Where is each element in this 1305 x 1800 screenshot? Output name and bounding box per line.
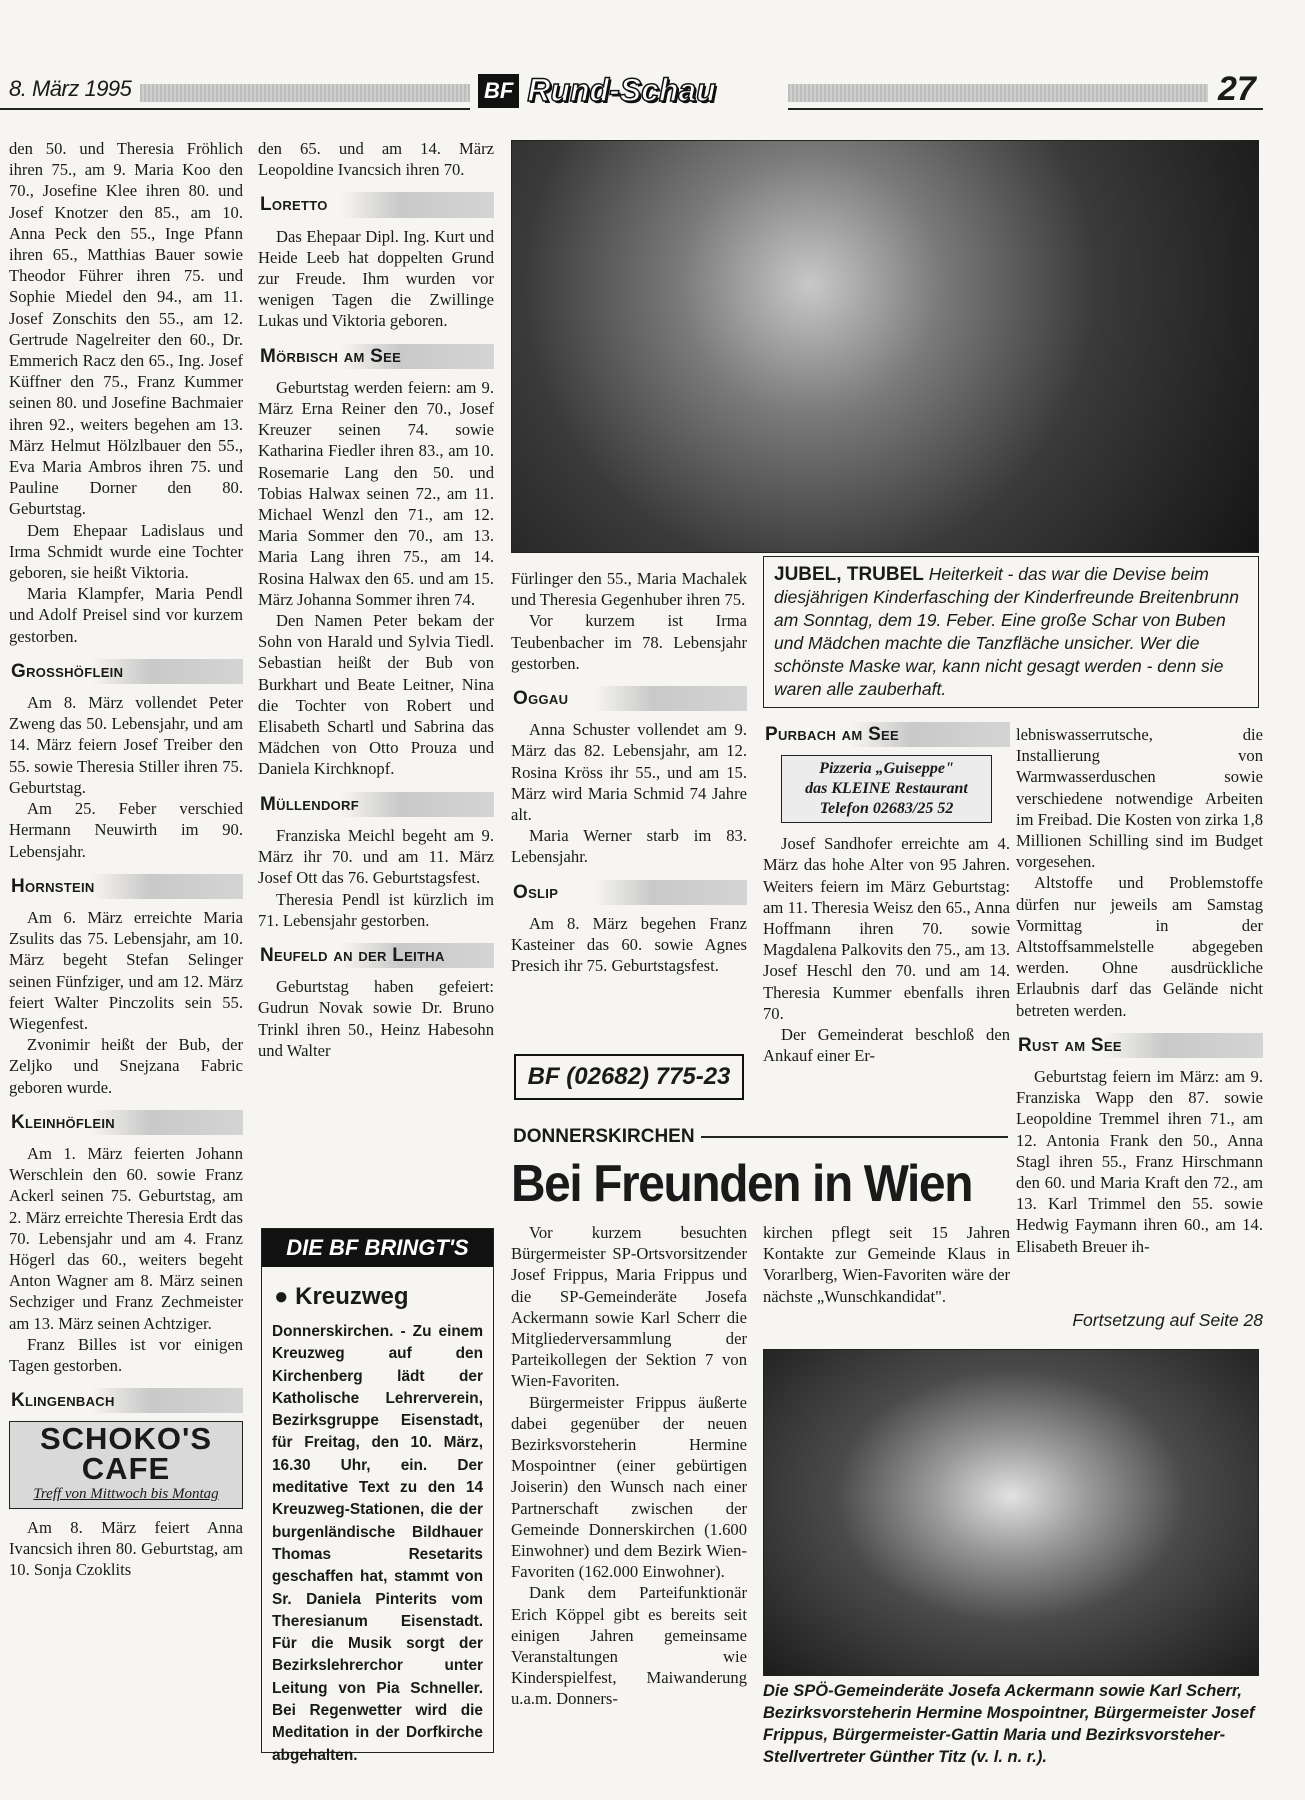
- paragraph: Am 1. März feierten Johann Werschlein den 60. sowie Franz Ackerl seinen 75. Geburtstag, am 2. März erreichte Theresia Erdt das 70. Lebensjahr und am 4. Franz Högerl das 60., weiters begeht Anton Wagner am 8. März seinen Sechziger und Franz Zechmeister am 13. März seinen Achtziger.: [9, 1143, 243, 1333]
- continued-note: Fortsetzung auf Seite 28: [1072, 1310, 1263, 1330]
- section-heading-oggau: Oggau: [511, 686, 747, 711]
- column-5: [1016, 724, 1263, 1257]
- caption-lead: JUBEL, TRUBEL: [774, 564, 924, 585]
- paragraph: Josef Sandhofer erreichte am 4. März das hohe Alter von 95 Jahren. Weiters feiern im März Geburtstag: am 11. Theresia Weisz den 65., Anna Hoffmann ihren 70. sowie Magdalena Palkovits den 75., am 13. Josef Heschl den 70. und am 14. Theresia Kummer ebenfalls ihren 70.: [763, 834, 1010, 1023]
- paragraph: Am 6. März erreichte Maria Zsulits das 75. Lebensjahr, am 10. März begeht Stefan Selinger seinen Fünfziger, und am 12. März feiert Walter Pinczolits sein 55. Wiegenfest.: [9, 907, 243, 1033]
- kicker-text: DONNERSKIRCHEN: [513, 1126, 695, 1147]
- section-heading-neufeld: Neufeld an der Leitha: [258, 943, 494, 968]
- section-heading-klingenbach: Klingenbach: [9, 1388, 243, 1413]
- section-heading-hornstein: Hornstein: [9, 874, 243, 899]
- caption-text: Heiterkeit - das war die Devise beim diesjährigen Kinderfasching der Kinderfreunde Breitenbrunn am Sonntag, dem 19. Feber. Eine große Schar von Buben und Mädchen machte die Tanzfläche unsicher. Wer die schönste Maske war, kann nicht gesagt werden - denn sie waren alle zauberhaft.: [774, 564, 1240, 699]
- paragraph: Dem Ehepaar Ladislaus und Irma Schmidt wurde eine Tochter geboren, sie heißt Viktoria.: [9, 520, 243, 583]
- box-body: Donnerskirchen. - Zu einem Kreuzweg auf den Kirchenberg lädt der Katholische Lehrerverein, Bezirksgruppe Eisenstadt, für Freitag, den 10. März, 16.30 Uhr, ein. Der meditative Text zu den 14 Kreuzweg-Stationen, die der burgenländische Bildhauer Thomas Resetarits geschaffen hat, stammt von Sr. Daniela Pinterits vom Theresianum Eisenstadt. Für die Musik sorgt der Bezirkslehrerchor unter Leitung von Pia Schneller. Bei Regenwetter wird die Meditation in der Dorfkirche abgehalten.: [272, 1323, 483, 1764]
- phone-box: BF (02682) 775-23: [514, 1054, 744, 1100]
- section-heading-oslip: Oslip: [511, 880, 747, 905]
- paragraph: Am 25. Feber verschied Hermann Neuwirth im 90. Lebensjahr.: [9, 799, 243, 861]
- paragraph: Vor kurzem besuchten Bürgermeister SP-Ortsvorsitzender Josef Frippus, Maria Frippus und die SP-Gemeinderäte Josefa Ackermann sowie Karl Scherr die Mitgliederversammlung der Parteikollegen der Sektion 7 von Wien-Favoriten.: [511, 1223, 747, 1391]
- ad-subtitle: Treff von Mittwoch bis Montag: [33, 1486, 219, 1503]
- section-heading-grosshoeflein: Grosshöflein: [9, 659, 243, 684]
- header-bar-left: [140, 84, 470, 102]
- article-column-2: [763, 1222, 1010, 1307]
- photo-caption-kinderfasching: [763, 556, 1259, 708]
- paragraph: Geburtstag werden feiern: am 9. März Erna Reiner den 70., Josef Kreuzer seinen 74. sowie Katharina Fiedler ihren 83., am 10. Rosemarie Lang den 50. und Tobias Halwax seinen 72., am 11. Michael Wenzl den 71., am 12. Maria Sommer den 70., am 13. Maria Lang ihren 75., am 14. Rosina Halwax den 65. und am 15. März Johanna Sommer ihren 74.: [258, 377, 494, 609]
- paragraph: lebniswasserrutsche, die Installierung von Warmwasserduschen sowie verschiedene notwendige Arbeiten im Freibad. Die Kosten von zirka 1,8 Millionen Schilling sind im Budget vorgesehen.: [1016, 725, 1264, 872]
- header-rule-right: [788, 108, 1263, 110]
- section-heading-rust: Rust am See: [1016, 1033, 1263, 1058]
- column-3: [511, 568, 747, 976]
- page-number: 27: [1218, 70, 1256, 108]
- ad-line: Pizzeria „Guiseppe": [819, 760, 954, 778]
- paragraph: Franz Billes ist vor einigen Tagen gestorben.: [9, 1334, 243, 1375]
- paragraph: kirchen pflegt seit 15 Jahren Kontakte zur Gemeinde Klaus in Vorarlberg, Wien-Favoriten wäre der nächste „Wunschkandidat".: [763, 1223, 1010, 1306]
- paragraph: Am 8. März vollendet Peter Zweng das 50. Lebensjahr, und am 14. März feiern Josef Treiber den 55. sowie Theresia Stiller ihren 75. Geburtstag.: [9, 693, 243, 797]
- ad-title: SCHOKO'S CAFE: [39, 1421, 213, 1487]
- article-headline: Bei Freunden in Wien: [511, 1155, 973, 1213]
- box-headline-text: Kreuzweg: [295, 1283, 409, 1310]
- column-1: [9, 138, 243, 1580]
- article-kicker: [513, 1126, 1008, 1148]
- logo-bf: BF: [478, 74, 519, 108]
- paragraph: Anna Schuster vollendet am 9. März das 82. Lebensjahr, am 12. Rosina Kröss ihr 55., und am 15. März wird Maria Schmid 74 Jahre alt.: [511, 720, 747, 825]
- paragraph: Bürgermeister Frippus äußerte dabei gegenüber der neuen Bezirksvorsteherin Hermine Mospointner (einer gebürtigen Joiserin) den Wunsch nach einer Partnerschaft zwischen der Gemeinde Donnerskirchen (1.600 Einwohner) und dem Bezirk Wien-Favoriten (162.000 Einwohner).: [511, 1392, 747, 1582]
- paragraph: Geburtstag feiern im März: am 9. Franziska Wapp den 87. sowie Leopoldine Tremmel ihren 71., am 12. Antonia Frank den 50., Anna Stagl ihren 55., Franz Hirschmann den 60. und Maria Kraft den 72., am 13. Karl Trimmel den 55. sowie Hedwig Faymann ihren 60., am 14. Elisabeth Breuer ih-: [1016, 1067, 1263, 1256]
- box-title: DIE BF BRINGT'S: [262, 1229, 493, 1267]
- section-heading-purbach: Purbach am See: [763, 722, 1010, 747]
- ad-line: das KLEINE Restaurant: [805, 780, 968, 798]
- paragraph: Der Gemeinderat beschloß den Ankauf einer Er-: [763, 1025, 1010, 1066]
- paragraph: Maria Klampfer, Maria Pendl und Adolf Preisel sind vor kurzem gestorben.: [9, 584, 243, 646]
- section-heading-kleinhoeflein: Kleinhöflein: [9, 1110, 243, 1135]
- paragraph: Maria Werner starb im 83. Lebensjahr.: [511, 826, 747, 867]
- photo-caption-spoe: Die SPÖ-Gemeinderäte Josefa Ackermann sowie Karl Scherr, Bezirksvorsteherin Hermine Mospointner, Bürgermeister Josef Frippus, Bürgermeister-Gattin Maria und Bezirksvorsteher-Stellvertreter Günther Titz (v. l. n. r.).: [763, 1682, 1255, 1766]
- paragraph: Franziska Meichl begeht am 9. März ihr 70. und am 11. März Josef Ott das 76. Geburtstagsfest.: [258, 825, 494, 888]
- masthead-logo: [478, 72, 716, 109]
- paragraph: Geburtstag haben gefeiert: Gudrun Novak sowie Dr. Bruno Trinkl ihren 50., Heinz Habesohn und Walter: [258, 977, 494, 1060]
- paragraph: Dank dem Parteifunktionär Erich Köppel gibt es bereits seit einigen Jahren gemeinsame Veranstaltungen wie Kinderspielfest, Maiwanderung u.a.m. Donners-: [511, 1583, 747, 1709]
- column-4: [763, 722, 1010, 1066]
- cafe-advertisement: [9, 1421, 243, 1508]
- column-2: [258, 138, 494, 1061]
- pizzeria-advertisement: [781, 755, 992, 823]
- ad-line: Telefon 02683/25 52: [819, 800, 954, 818]
- paragraph: Das Ehepaar Dipl. Ing. Kurt und Heide Leeb hat doppelten Grund zur Freude. Ihm wurden vor wenigen Tagen die Zwillinge Lukas und Viktoria geboren.: [258, 226, 494, 331]
- paragraph: Den Namen Peter bekam der Sohn von Harald und Sylvia Tiedl. Sebastian heißt der Bub von Burkhart und Beate Leitner, Nina die Tochter von Robert und Elisabeth Schartl und Sabrina das Mädchen von Otto Prouza und Daniela Kirchknopf.: [258, 611, 494, 779]
- paragraph: den 50. und Theresia Fröhlich ihren 75., am 9. Maria Koo den 70., Josefine Klee ihren 80. und Josef Knotzer den 85., am 10. Anna Peck den 55., Inge Pfann ihren 65., Matthias Bauer sowie Theodor Führer ihren 75. und Sophie Miedel den 94., am 11. Josef Zonschits den 55., am 12. Gertrude Nagelreiter den 60., Dr. Emmerich Racz den 65., Ing. Josef Küffner den 75., Franz Kummer seinen 80. und Josefine Bachmaier ihren 92., weiters begehen am 13. März Helmut Hölzlbauer den 55., Eva Maria Ambros ihren 75. und Pauline Dorner den 80. Geburtstag.: [9, 139, 243, 519]
- box-headline: ● Kreuzweg: [274, 1283, 409, 1310]
- paragraph: Fürlinger den 55., Maria Machalek und Theresia Gegenhuber ihren 75.: [511, 569, 747, 610]
- logo-title: Rund-Schau: [527, 72, 716, 108]
- paragraph: Am 8. März begehen Franz Kasteiner das 60. sowie Agnes Presich ihr 75. Geburtstagsfest.: [511, 913, 747, 976]
- section-heading-muellendorf: Müllendorf: [258, 792, 494, 817]
- paragraph: Zvonimir heißt der Bub, der Zeljko und Snejzana Fabric geboren wurde.: [9, 1035, 243, 1097]
- paragraph: Altstoffe und Problemstoffe dürfen nur jeweils am Samstag Vormittag in der Altstoffsammelstelle abgegeben werden. Ohne ausdrückliche Erlaubnis darf das Gelände nicht betreten werden.: [1016, 873, 1263, 1020]
- article-column-1: [511, 1222, 747, 1710]
- section-heading-loretto: Loretto: [258, 192, 494, 217]
- header-rule-left: [0, 108, 470, 110]
- section-heading-moerbisch: Mörbisch am See: [258, 344, 494, 369]
- bf-bringts-box: [261, 1228, 494, 1764]
- issue-date: 8. März 1995: [9, 76, 132, 101]
- photo-spoe-group: [763, 1349, 1259, 1676]
- kicker-rule: [701, 1136, 1008, 1138]
- paragraph: Vor kurzem ist Irma Teubenbacher im 78. Lebensjahr gestorben.: [511, 611, 747, 673]
- header-bar-right: [788, 84, 1208, 102]
- paragraph: Theresia Pendl ist kürzlich im 71. Lebensjahr gestorben.: [258, 889, 494, 930]
- photo-kinderfasching: [511, 140, 1259, 553]
- paragraph: Am 8. März feiert Anna Ivancsich ihren 80. Geburtstag, am 10. Sonja Czoklits: [9, 1517, 243, 1579]
- paragraph: den 65. und am 14. März Leopoldine Ivancsich ihren 70.: [258, 139, 494, 180]
